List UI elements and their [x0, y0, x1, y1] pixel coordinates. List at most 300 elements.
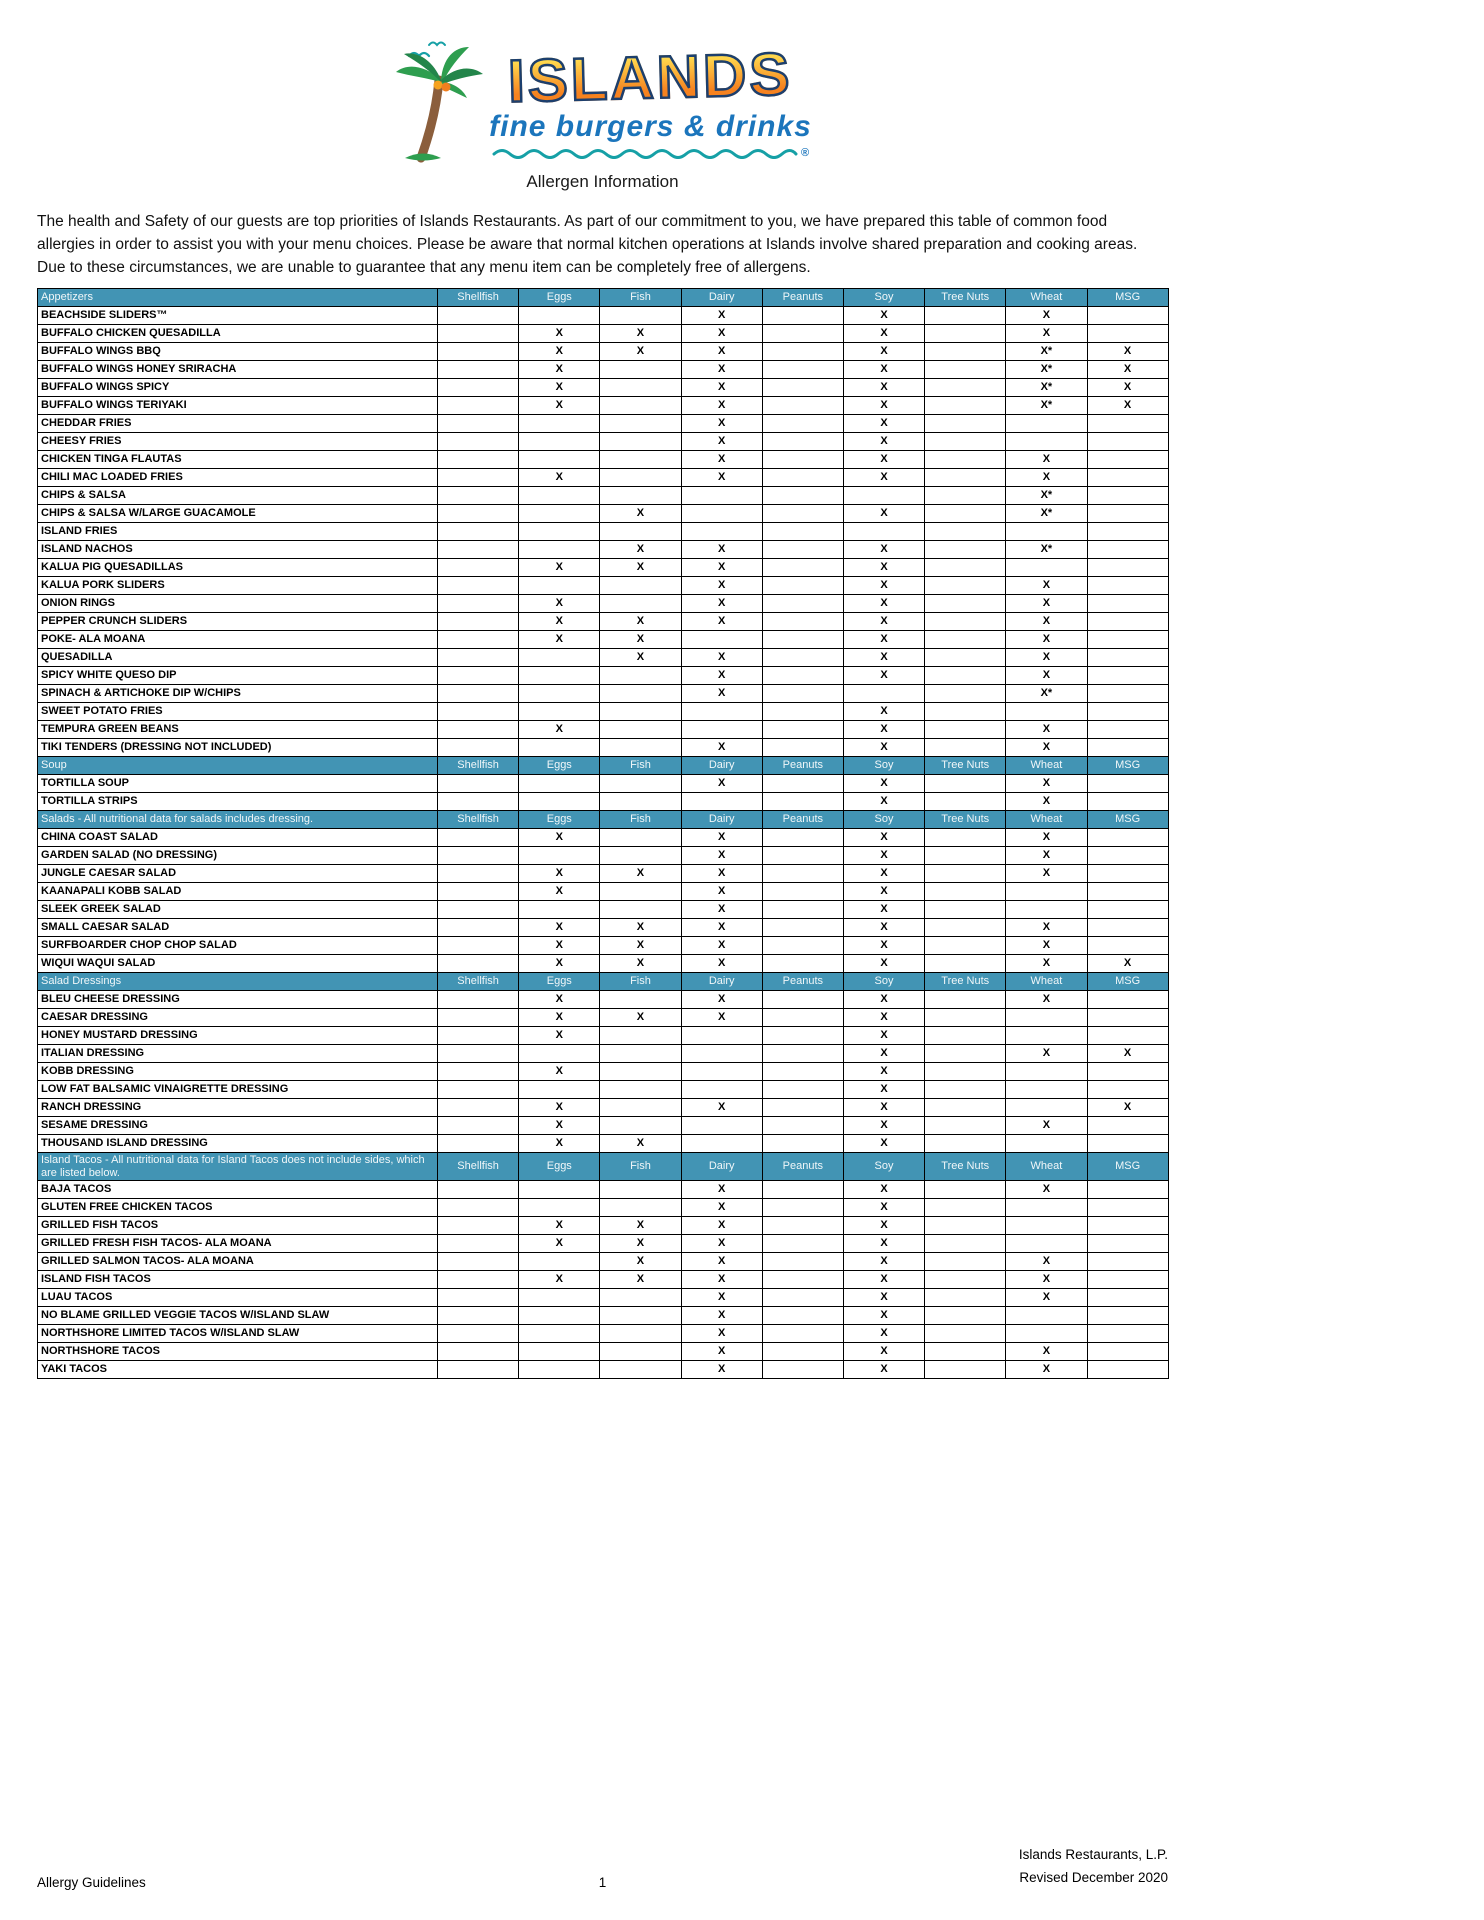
allergen-mark: X: [843, 1253, 924, 1271]
allergen-empty-cell: [519, 1181, 600, 1199]
menu-item-name: YAKI TACOS: [38, 1361, 438, 1379]
allergen-mark: X: [600, 1253, 681, 1271]
section-header-row: [38, 289, 1169, 307]
allergen-mark: X: [681, 1289, 762, 1307]
allergen-mark: X: [843, 1307, 924, 1325]
allergen-mark: X: [1006, 613, 1087, 631]
allergen-mark: X: [1087, 1099, 1168, 1117]
menu-item-name: NO BLAME GRILLED VEGGIE TACOS W/ISLAND SLAW: [38, 1307, 438, 1325]
allergen-empty-cell: [1087, 451, 1168, 469]
allergen-empty-cell: [1087, 1027, 1168, 1045]
allergen-empty-cell: [762, 631, 843, 649]
allergen-mark: X: [519, 559, 600, 577]
column-header: Dairy: [681, 289, 762, 307]
menu-item-name: CHEESY FRIES: [38, 433, 438, 451]
section-title: Salad Dressings: [38, 973, 438, 991]
allergen-empty-cell: [519, 577, 600, 595]
menu-item-name: LUAU TACOS: [38, 1289, 438, 1307]
menu-item-name: PEPPER CRUNCH SLIDERS: [38, 613, 438, 631]
menu-item-name: CHIPS & SALSA: [38, 487, 438, 505]
table-row: [38, 1361, 1169, 1379]
allergen-empty-cell: [925, 775, 1006, 793]
allergen-empty-cell: [519, 1307, 600, 1325]
allergen-empty-cell: [600, 1045, 681, 1063]
allergen-empty-cell: [762, 1235, 843, 1253]
allergen-empty-cell: [438, 991, 519, 1009]
column-header: Dairy: [681, 1153, 762, 1181]
allergen-empty-cell: [438, 397, 519, 415]
table-row: [38, 1325, 1169, 1343]
table-row: [38, 883, 1169, 901]
allergen-empty-cell: [438, 847, 519, 865]
allergen-empty-cell: [762, 703, 843, 721]
menu-item-name: SMALL CAESAR SALAD: [38, 919, 438, 937]
menu-item-name: ONION RINGS: [38, 595, 438, 613]
allergen-empty-cell: [681, 1027, 762, 1045]
menu-item-name: POKE- ALA MOANA: [38, 631, 438, 649]
menu-item-name: BAJA TACOS: [38, 1181, 438, 1199]
allergen-empty-cell: [600, 1343, 681, 1361]
allergen-mark: X: [600, 505, 681, 523]
allergen-mark: X: [1087, 1045, 1168, 1063]
allergen-empty-cell: [1087, 595, 1168, 613]
allergen-mark: X: [843, 595, 924, 613]
allergen-mark: X: [519, 397, 600, 415]
allergen-mark: X: [1006, 865, 1087, 883]
table-row: [38, 955, 1169, 973]
menu-item-name: NORTHSHORE TACOS: [38, 1343, 438, 1361]
allergen-mark: X: [843, 1343, 924, 1361]
allergen-empty-cell: [600, 721, 681, 739]
allergen-empty-cell: [519, 703, 600, 721]
allergen-empty-cell: [438, 505, 519, 523]
table-row: [38, 1081, 1169, 1099]
allergen-empty-cell: [925, 1181, 1006, 1199]
allergen-empty-cell: [762, 1045, 843, 1063]
allergen-mark: X*: [1006, 361, 1087, 379]
allergen-empty-cell: [438, 775, 519, 793]
allergen-empty-cell: [438, 487, 519, 505]
allergen-mark: X*: [1006, 685, 1087, 703]
allergen-mark: X: [681, 595, 762, 613]
allergen-empty-cell: [1087, 1235, 1168, 1253]
allergen-empty-cell: [438, 1199, 519, 1217]
allergen-empty-cell: [519, 685, 600, 703]
document-content: [37, 0, 1168, 1379]
allergen-empty-cell: [762, 613, 843, 631]
allergen-mark: X: [843, 1081, 924, 1099]
column-header: Soy: [843, 757, 924, 775]
allergen-empty-cell: [843, 523, 924, 541]
allergen-mark: X: [519, 1271, 600, 1289]
allergen-empty-cell: [1087, 991, 1168, 1009]
allergen-empty-cell: [1006, 1135, 1087, 1153]
allergen-empty-cell: [438, 1009, 519, 1027]
allergen-empty-cell: [519, 1325, 600, 1343]
allergen-mark: X: [1006, 955, 1087, 973]
allergen-empty-cell: [438, 829, 519, 847]
table-row: [38, 469, 1169, 487]
column-header: MSG: [1087, 973, 1168, 991]
allergen-empty-cell: [438, 631, 519, 649]
allergen-empty-cell: [843, 487, 924, 505]
column-header: MSG: [1087, 1153, 1168, 1181]
allergen-empty-cell: [925, 901, 1006, 919]
column-header: Tree Nuts: [925, 1153, 1006, 1181]
allergen-mark: X: [681, 541, 762, 559]
allergen-mark: X: [843, 937, 924, 955]
allergen-mark: X: [843, 829, 924, 847]
allergen-mark: X: [681, 739, 762, 757]
allergen-empty-cell: [762, 505, 843, 523]
allergen-empty-cell: [1087, 1009, 1168, 1027]
allergen-mark: X: [843, 1325, 924, 1343]
footer-revision-date: Revised December 2020: [1019, 1870, 1168, 1886]
allergen-mark: X: [1006, 937, 1087, 955]
allergen-empty-cell: [438, 379, 519, 397]
allergen-mark: X: [1006, 451, 1087, 469]
allergen-empty-cell: [1006, 1325, 1087, 1343]
column-header: Wheat: [1006, 973, 1087, 991]
column-header: Peanuts: [762, 757, 843, 775]
allergen-empty-cell: [762, 649, 843, 667]
allergen-empty-cell: [600, 397, 681, 415]
allergen-mark: X: [519, 829, 600, 847]
allergen-empty-cell: [1087, 685, 1168, 703]
menu-item-name: RANCH DRESSING: [38, 1099, 438, 1117]
allergen-empty-cell: [925, 1099, 1006, 1117]
section-title: Salads - All nutritional data for salads includes dressing.: [38, 811, 438, 829]
allergen-empty-cell: [681, 523, 762, 541]
allergen-empty-cell: [762, 1099, 843, 1117]
allergen-empty-cell: [438, 901, 519, 919]
allergen-mark: X: [1006, 649, 1087, 667]
allergen-empty-cell: [438, 1361, 519, 1379]
allergen-empty-cell: [1087, 523, 1168, 541]
allergen-mark: X: [843, 991, 924, 1009]
table-row: [38, 847, 1169, 865]
allergen-mark: X: [519, 955, 600, 973]
allergen-empty-cell: [519, 415, 600, 433]
allergen-empty-cell: [925, 793, 1006, 811]
allergen-empty-cell: [762, 685, 843, 703]
allergen-empty-cell: [438, 1343, 519, 1361]
allergen-empty-cell: [762, 451, 843, 469]
allergen-empty-cell: [925, 469, 1006, 487]
allergen-empty-cell: [925, 721, 1006, 739]
allergen-empty-cell: [925, 577, 1006, 595]
allergen-empty-cell: [600, 469, 681, 487]
menu-item-name: CHILI MAC LOADED FRIES: [38, 469, 438, 487]
allergen-empty-cell: [600, 451, 681, 469]
allergen-mark: X: [681, 433, 762, 451]
allergen-mark: X: [519, 1217, 600, 1235]
menu-item-name: SESAME DRESSING: [38, 1117, 438, 1135]
allergen-mark: X: [519, 1009, 600, 1027]
allergen-empty-cell: [438, 703, 519, 721]
allergen-empty-cell: [1006, 1099, 1087, 1117]
allergen-empty-cell: [519, 775, 600, 793]
allergen-empty-cell: [600, 307, 681, 325]
allergen-mark: X: [600, 613, 681, 631]
allergen-empty-cell: [1087, 541, 1168, 559]
allergen-empty-cell: [762, 469, 843, 487]
column-header: Fish: [600, 811, 681, 829]
allergen-mark: X: [1087, 379, 1168, 397]
allergen-empty-cell: [762, 1307, 843, 1325]
allergen-empty-cell: [762, 739, 843, 757]
allergen-mark: X: [519, 1117, 600, 1135]
allergen-mark: X: [519, 865, 600, 883]
allergen-mark: X: [1087, 361, 1168, 379]
table-row: [38, 577, 1169, 595]
allergen-empty-cell: [1006, 1063, 1087, 1081]
allergen-mark: X: [600, 631, 681, 649]
allergen-mark: X: [519, 631, 600, 649]
allergen-mark: X: [843, 703, 924, 721]
column-header: Shellfish: [438, 1153, 519, 1181]
allergen-empty-cell: [925, 1009, 1006, 1027]
allergen-mark: X: [681, 1199, 762, 1217]
allergen-empty-cell: [925, 487, 1006, 505]
allergen-empty-cell: [600, 1289, 681, 1307]
allergen-empty-cell: [600, 595, 681, 613]
allergen-empty-cell: [519, 739, 600, 757]
allergen-mark: X: [681, 775, 762, 793]
allergen-mark: X: [843, 1045, 924, 1063]
column-header: Shellfish: [438, 289, 519, 307]
logo-text-block: [489, 39, 812, 159]
allergen-empty-cell: [1087, 415, 1168, 433]
allergen-mark: X: [1006, 721, 1087, 739]
table-row: [38, 739, 1169, 757]
column-header: Peanuts: [762, 289, 843, 307]
column-header: MSG: [1087, 757, 1168, 775]
column-header: Shellfish: [438, 811, 519, 829]
allergen-mark: X: [600, 325, 681, 343]
allergen-mark: X: [681, 361, 762, 379]
table-row: [38, 1199, 1169, 1217]
allergen-mark: X: [843, 1235, 924, 1253]
table-row: [38, 541, 1169, 559]
allergen-empty-cell: [600, 901, 681, 919]
column-header: Eggs: [519, 811, 600, 829]
allergen-empty-cell: [600, 1361, 681, 1379]
menu-item-name: KALUA PORK SLIDERS: [38, 577, 438, 595]
table-row: [38, 775, 1169, 793]
allergen-mark: X: [681, 343, 762, 361]
allergen-empty-cell: [762, 1217, 843, 1235]
allergen-mark: X: [1006, 1361, 1087, 1379]
allergen-empty-cell: [600, 1081, 681, 1099]
allergen-mark: X: [843, 577, 924, 595]
menu-item-name: LOW FAT BALSAMIC VINAIGRETTE DRESSING: [38, 1081, 438, 1099]
menu-item-name: WIQUI WAQUI SALAD: [38, 955, 438, 973]
table-row: [38, 703, 1169, 721]
table-row: [38, 793, 1169, 811]
allergen-empty-cell: [1087, 793, 1168, 811]
allergen-empty-cell: [1087, 559, 1168, 577]
table-row: [38, 451, 1169, 469]
allergen-empty-cell: [438, 919, 519, 937]
allergen-empty-cell: [762, 901, 843, 919]
allergen-mark: X: [843, 451, 924, 469]
menu-item-name: GLUTEN FREE CHICKEN TACOS: [38, 1199, 438, 1217]
menu-item-name: TEMPURA GREEN BEANS: [38, 721, 438, 739]
allergen-mark: X: [843, 1099, 924, 1117]
allergen-empty-cell: [681, 793, 762, 811]
allergen-empty-cell: [438, 1235, 519, 1253]
allergen-empty-cell: [600, 523, 681, 541]
allergen-empty-cell: [600, 775, 681, 793]
column-header: Soy: [843, 1153, 924, 1181]
allergen-mark: X: [843, 1027, 924, 1045]
allergen-empty-cell: [1087, 829, 1168, 847]
allergen-empty-cell: [519, 307, 600, 325]
allergen-empty-cell: [1087, 1081, 1168, 1099]
allergen-mark: X: [600, 541, 681, 559]
allergen-empty-cell: [925, 1045, 1006, 1063]
allergen-mark: X: [843, 1199, 924, 1217]
menu-item-name: ISLAND FRIES: [38, 523, 438, 541]
allergen-empty-cell: [1006, 901, 1087, 919]
allergen-mark: X: [600, 1135, 681, 1153]
allergen-empty-cell: [681, 1063, 762, 1081]
allergen-mark: X: [843, 343, 924, 361]
section-title: Island Tacos - All nutritional data for Island Tacos does not include sides, which are listed below.: [38, 1153, 438, 1181]
allergen-mark: X: [519, 613, 600, 631]
allergen-empty-cell: [1087, 613, 1168, 631]
column-header: Soy: [843, 289, 924, 307]
column-header: Shellfish: [438, 757, 519, 775]
allergen-empty-cell: [600, 829, 681, 847]
page-number: 1: [598, 1875, 607, 1890]
allergen-empty-cell: [438, 721, 519, 739]
allergen-empty-cell: [438, 1099, 519, 1117]
table-row: [38, 1289, 1169, 1307]
table-row: [38, 343, 1169, 361]
allergen-empty-cell: [925, 1325, 1006, 1343]
allergen-mark: X: [843, 667, 924, 685]
menu-item-name: GRILLED SALMON TACOS- ALA MOANA: [38, 1253, 438, 1271]
allergen-empty-cell: [762, 523, 843, 541]
allergen-empty-cell: [1087, 937, 1168, 955]
allergen-empty-cell: [925, 451, 1006, 469]
menu-item-name: GARDEN SALAD (NO DRESSING): [38, 847, 438, 865]
allergen-empty-cell: [925, 361, 1006, 379]
column-header: Soy: [843, 811, 924, 829]
allergen-mark: X: [1006, 793, 1087, 811]
allergen-mark: X: [1006, 307, 1087, 325]
menu-item-name: SWEET POTATO FRIES: [38, 703, 438, 721]
footer-company: Islands Restaurants, L.P.: [1018, 1847, 1168, 1863]
allergen-empty-cell: [925, 829, 1006, 847]
table-row: [38, 667, 1169, 685]
allergen-mark: X: [1006, 1181, 1087, 1199]
table-row: [38, 937, 1169, 955]
allergen-empty-cell: [1087, 1325, 1168, 1343]
menu-item-name: SPINACH & ARTICHOKE DIP W/CHIPS: [38, 685, 438, 703]
allergen-mark: X: [519, 325, 600, 343]
allergen-empty-cell: [438, 1253, 519, 1271]
allergen-empty-cell: [1087, 325, 1168, 343]
allergen-mark: X: [1006, 631, 1087, 649]
allergen-empty-cell: [600, 703, 681, 721]
menu-item-name: ITALIAN DRESSING: [38, 1045, 438, 1063]
allergen-empty-cell: [762, 379, 843, 397]
allergen-mark: X: [1006, 577, 1087, 595]
allergen-mark: X: [681, 1009, 762, 1027]
allergen-mark: X: [681, 1325, 762, 1343]
allergen-empty-cell: [1087, 649, 1168, 667]
allergen-mark: X: [1087, 343, 1168, 361]
section-header-row: [38, 811, 1169, 829]
table-row: [38, 379, 1169, 397]
column-header: Soy: [843, 973, 924, 991]
allergen-mark: X: [843, 559, 924, 577]
allergen-empty-cell: [1087, 307, 1168, 325]
allergen-empty-cell: [438, 1181, 519, 1199]
allergen-mark: X: [1006, 829, 1087, 847]
allergen-mark: X: [843, 433, 924, 451]
allergen-empty-cell: [438, 739, 519, 757]
allergen-empty-cell: [1087, 1361, 1168, 1379]
menu-item-name: CHICKEN TINGA FLAUTAS: [38, 451, 438, 469]
footer-left-label: Allergy Guidelines: [37, 1875, 146, 1890]
menu-item-name: CHINA COAST SALAD: [38, 829, 438, 847]
allergen-empty-cell: [925, 397, 1006, 415]
allergen-empty-cell: [438, 955, 519, 973]
allergen-empty-cell: [762, 1009, 843, 1027]
allergen-mark: X: [681, 937, 762, 955]
allergen-empty-cell: [1087, 1199, 1168, 1217]
allergen-mark: X: [1006, 667, 1087, 685]
allergen-mark: X: [519, 1063, 600, 1081]
table-row: [38, 919, 1169, 937]
allergen-empty-cell: [1087, 883, 1168, 901]
allergen-mark: X: [681, 829, 762, 847]
allergen-empty-cell: [1087, 1253, 1168, 1271]
allergen-mark: X: [843, 415, 924, 433]
allergen-mark: X: [519, 1235, 600, 1253]
allergen-empty-cell: [1087, 1307, 1168, 1325]
allergen-mark: X: [600, 919, 681, 937]
allergen-empty-cell: [762, 919, 843, 937]
allergen-empty-cell: [681, 703, 762, 721]
menu-item-name: BUFFALO WINGS SPICY: [38, 379, 438, 397]
allergen-mark: X: [843, 379, 924, 397]
allergen-empty-cell: [600, 1325, 681, 1343]
allergen-empty-cell: [600, 433, 681, 451]
table-row: [38, 307, 1169, 325]
allergen-empty-cell: [1006, 559, 1087, 577]
allergen-empty-cell: [438, 451, 519, 469]
allergen-empty-cell: [1087, 703, 1168, 721]
column-header: Peanuts: [762, 1153, 843, 1181]
footer-right-block: [1019, 1844, 1168, 1890]
allergen-mark: X: [843, 505, 924, 523]
allergen-mark: X: [1006, 595, 1087, 613]
allergen-mark: X: [681, 1253, 762, 1271]
table-row: [38, 505, 1169, 523]
brand-name: ISLANDS: [507, 39, 794, 115]
allergen-empty-cell: [600, 685, 681, 703]
allergen-empty-cell: [925, 631, 1006, 649]
allergen-mark: X: [1006, 919, 1087, 937]
allergen-empty-cell: [1087, 433, 1168, 451]
wave-underline-row: [492, 146, 809, 159]
allergen-mark: X: [681, 1099, 762, 1117]
